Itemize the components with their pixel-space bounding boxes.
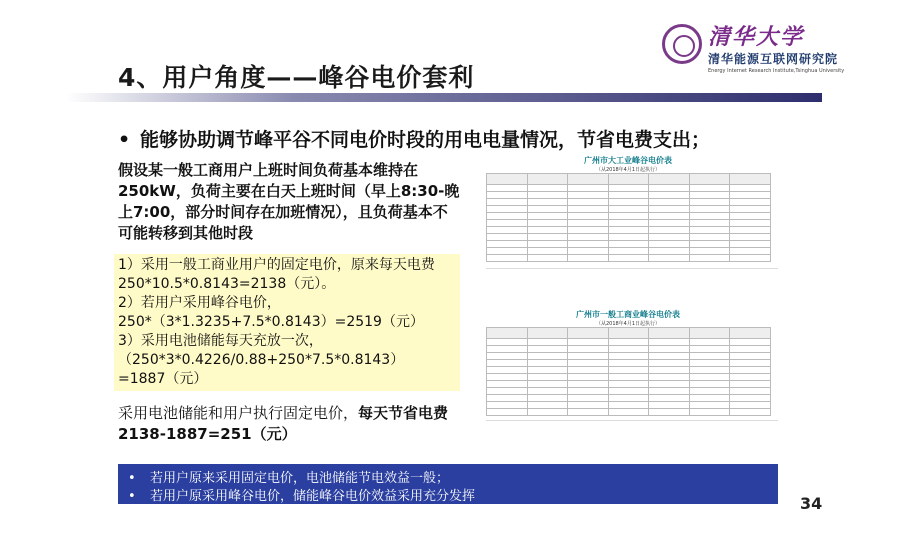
table2-notes <box>486 420 778 441</box>
tariff-tables-image <box>478 155 778 455</box>
conclusion-text <box>118 403 460 445</box>
logo-institute-name: 清华能源互联网研究院 <box>708 52 839 66</box>
logo-script-text: 清华大学 <box>708 24 805 50</box>
table2-subtitle: （从2018年4月1日起执行） <box>595 321 661 327</box>
calc-line: 250*（3*1.3235+7.5*0.8143）=2519（元） <box>118 314 424 330</box>
conclusion-normal: 采用电池储能和用户执行固定电价， <box>118 404 359 422</box>
table1-subtitle: （从2018年4月1日起执行） <box>595 167 661 173</box>
table2-title: 广州市一般工商业峰谷电价表 <box>576 310 680 319</box>
summary-line-1 <box>128 467 449 486</box>
calc-line: 3）采用电池储能每天充放一次， <box>118 333 323 349</box>
bullet-dot-icon: • <box>128 489 136 504</box>
calc-line: 250*10.5*0.8143=2138（元）。 <box>118 276 336 292</box>
title-underline-bar <box>66 93 822 102</box>
calculation-textbox <box>118 160 460 455</box>
conclusion-bold: 每天节省电费2138-1887=251（元） <box>118 404 449 443</box>
main-bullet <box>118 125 710 152</box>
page-number: 34 <box>800 494 823 513</box>
table2-grid <box>486 327 771 416</box>
seal-icon <box>662 24 702 64</box>
table1-notes <box>486 268 778 309</box>
summary-text-2: 若用户原采用峰谷电价，储能峰谷电价效益采用充分发挥 <box>150 489 476 504</box>
main-bullet-text: 能够协助调节峰平谷不同电价时段的用电电量情况，节省电费支出； <box>140 129 711 151</box>
summary-text-1: 若用户原来采用固定电价，电池储能节电效益一般； <box>150 471 450 486</box>
table1-title: 广州市大工业峰谷电价表 <box>584 156 672 165</box>
calculation-block <box>114 254 460 391</box>
table1-grid <box>486 173 771 262</box>
calc-line: （250*3*0.4226/0.88+250*7.5*0.8143） <box>118 352 405 368</box>
slide-title: 4、用户角度——峰谷电价套利 <box>118 63 475 92</box>
bullet-dot-icon: • <box>118 129 131 151</box>
assumption-text: 假设某一般工商用户上班时间负荷基本维持在250kW，负荷主要在白天上班时间（早上8:30-晚上7:00，部分时间存在加班情况），且负荷基本不可能转移到其他时段 <box>118 161 460 242</box>
bullet-dot-icon: • <box>128 471 136 486</box>
university-logo <box>662 20 852 90</box>
calc-line: 1）采用一般工商业用户的固定电价，原来每天电费 <box>118 257 435 273</box>
calc-line: =1887（元） <box>118 371 208 387</box>
calc-line: 2）若用户采用峰谷电价， <box>118 295 281 311</box>
logo-english-name: Energy Internet Research Institute,Tsinghua University <box>708 68 845 74</box>
summary-line-2 <box>128 485 475 504</box>
summary-box <box>118 464 778 504</box>
